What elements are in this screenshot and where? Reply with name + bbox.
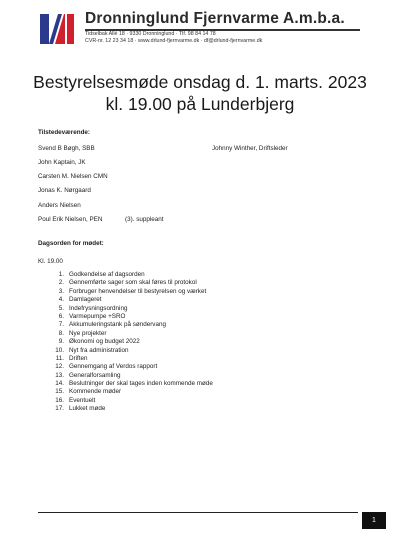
- company-logo: [38, 12, 76, 46]
- company-address: Tidselbak Allé 18 · 9330 Dronninglund · Tlf. 98 84 14 78: [85, 31, 216, 37]
- agenda-item: 2. Gennemførte sager som skal føres til protokol: [58, 279, 197, 287]
- agenda-item: 4. Damlageret: [58, 296, 102, 304]
- agenda-item: 1. Godkendelse af dagsorden: [58, 271, 145, 278]
- agenda-list: [50, 271, 213, 414]
- company-contact: CVR-nr. 12 23 34 18 · www.drlund-fjernvarme.dk · df@drlund-fjernvarme.dk: [85, 38, 263, 44]
- agenda-item: 12. Gennemgang af Verdos rapport: [55, 363, 158, 371]
- meeting-title-line2: kl. 19.00 på Lunderbjerg: [105, 94, 295, 114]
- agenda-item: 7. Akkumuleringstank på søndervang: [58, 321, 166, 329]
- page-number: 1: [362, 512, 386, 529]
- agenda-item: 8. Nye projekter: [58, 329, 107, 337]
- meeting-title-line1: Bestyrelsesmøde onsdag d. 1. marts. 2023: [33, 72, 367, 92]
- agenda-item: 5. Indefrysningsordning: [58, 304, 128, 312]
- attendee-4: Jonas K. Nørgaard: [38, 187, 91, 194]
- attendee-2: John Kaptain, JK: [38, 159, 86, 166]
- agenda-time: Kl. 19.00: [38, 258, 63, 265]
- agenda-item: 13. Generalforsamling: [55, 371, 121, 379]
- company-name: Dronninglund Fjernvarme A.m.b.a.: [85, 10, 345, 27]
- attendee-5: Anders Nielsen: [38, 202, 81, 209]
- agenda-item: 16. Eventuelt: [55, 396, 96, 404]
- agenda-item: 6. Varmepumpe +SRO: [58, 312, 126, 320]
- agenda-heading: Dagsorden for mødet:: [38, 240, 104, 247]
- footer-divider: [38, 512, 358, 513]
- attendee-operations-manager: Johnny Winther, Driftsleder: [212, 145, 288, 152]
- attendee-3: Carsten M. Nielsen CMN: [38, 173, 108, 180]
- attendees-heading: Tilstedeværende:: [38, 129, 91, 136]
- agenda-item: 14. Beslutninger der skal tages inden kommende møde: [55, 380, 213, 388]
- suppleant-note: (3). suppleant: [125, 216, 164, 223]
- agenda-item: 17. Lukket møde: [55, 405, 106, 413]
- agenda-item: 9. Økonomi og budget 2022: [58, 338, 140, 346]
- agenda-item: 3. Forbruger henvendelser til bestyrelsen og værket: [58, 287, 207, 295]
- agenda-item: 11. Driften: [55, 354, 88, 362]
- agenda-item: 15. Kommende møder: [55, 388, 122, 396]
- agenda-item: 10. Nyt fra administration: [55, 346, 129, 354]
- attendee-1: Svend B Bøgh, SBB: [38, 145, 95, 152]
- attendee-6: Poul Erik Nielsen, PEN: [38, 216, 103, 223]
